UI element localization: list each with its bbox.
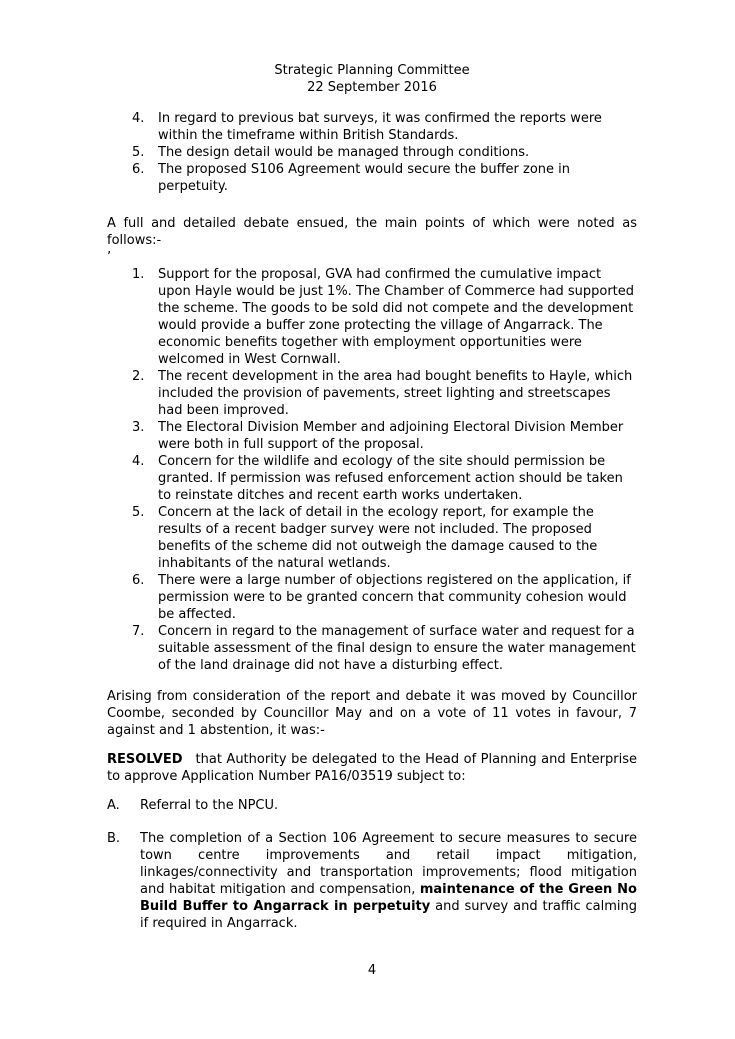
- debate-points-list: [132, 266, 637, 674]
- condition-text-pre: The completion of a Section 106 Agreement to secure measures to secure town centre improvements and retail impact mitigation, linkages/connectivity and transportation improvements; flood mitigation and habitat mitigation and compensation,: [140, 831, 637, 897]
- list-item-number: 6.: [132, 162, 145, 177]
- condition-text: [140, 830, 637, 932]
- list-item: [132, 623, 637, 674]
- resolved-keyword: RESOLVED: [107, 752, 183, 767]
- list-item-text: In regard to previous bat surveys, it was confirmed the reports were within the timeframe within British Standards.: [158, 111, 602, 143]
- list-item-text: Concern at the lack of detail in the ecology report, for example the results of a recent badger survey were not included. The proposed benefits of the scheme did not outweigh the damage caused to the inhabitants of the natural wetlands.: [158, 505, 598, 571]
- list-item-number: 5.: [132, 505, 145, 520]
- resolution-text: that Authority be delegated to the Head of Planning and Enterprise to approve Application Number PA16/03519 subject to:: [107, 752, 637, 784]
- list-item-number: 7.: [132, 624, 145, 639]
- confirmations-list: [132, 110, 637, 195]
- list-item-text: Concern in regard to the management of surface water and request for a suitable assessment of the final design to ensure the water management of the land drainage did not have a disturbing effect.: [158, 624, 636, 673]
- list-item-text: Support for the proposal, GVA had confirmed the cumulative impact upon Hayle would be just 1%. The Chamber of Commerce had supported the scheme. The goods to be sold did not compete and the development would provide a buffer zone protecting the village of Angarrack. The economic benefits together with employment opportunities were welcomed in West Cornwall.: [158, 267, 635, 367]
- list-item-text: The proposed S106 Agreement would secure the buffer zone in perpetuity.: [158, 162, 571, 194]
- list-item-number: 1.: [132, 267, 145, 282]
- list-item: [132, 266, 637, 368]
- list-item-number: 4.: [132, 111, 145, 126]
- document-header: [107, 62, 637, 96]
- condition-item-b: [107, 830, 637, 932]
- list-item: [132, 419, 637, 453]
- page-number: 4: [367, 963, 377, 978]
- list-item-text: The design detail would be managed through conditions.: [158, 145, 530, 160]
- meeting-date: 22 September 2016: [307, 80, 437, 95]
- list-item: [132, 144, 637, 161]
- list-item: [132, 368, 637, 419]
- condition-text: Referral to the NPCU.: [140, 798, 279, 813]
- list-item-text: The Electoral Division Member and adjoining Electoral Division Member were both in full support of the proposal.: [158, 420, 624, 452]
- motion-paragraph: Arising from consideration of the report and debate it was moved by Councillor Coombe, seconded by Councillor May and on a vote of 11 votes in favour, 7 against and 1 abstention, it was:-: [107, 689, 637, 738]
- list-item-number: 5.: [132, 145, 145, 160]
- list-item-number: 3.: [132, 420, 145, 435]
- condition-item-a: [107, 797, 637, 814]
- list-item-text: Concern for the wildlife and ecology of the site should permission be granted. If permission was refused enforcement action should be taken to reinstate ditches and recent earth works undertaken.: [158, 454, 623, 503]
- list-item-number: 4.: [132, 454, 145, 469]
- condition-label: B.: [107, 831, 121, 846]
- condition-text-post: and survey and traffic calming if required in Angarrack.: [140, 899, 637, 931]
- list-item: [132, 453, 637, 504]
- list-item-text: The recent development in the area had bought benefits to Hayle, which included the provision of pavements, street lighting and streetscapes had been improved.: [158, 369, 633, 418]
- list-item-number: 6.: [132, 573, 145, 588]
- condition-text-bold: maintenance of the Green No Build Buffer to Angarrack in perpetuity: [140, 882, 637, 914]
- list-item-number: 2.: [132, 369, 145, 384]
- list-item: [132, 161, 637, 195]
- list-item-text: There were a large number of objections registered on the application, if permission were to be granted concern that community cohesion would be affected.: [158, 573, 631, 622]
- list-item: [132, 572, 637, 623]
- list-item: [132, 504, 637, 572]
- condition-label: A.: [107, 798, 120, 813]
- committee-title: Strategic Planning Committee: [274, 63, 470, 78]
- list-item: [132, 110, 637, 144]
- debate-intro-paragraph: A full and detailed debate ensued, the main points of which were noted as follows:-: [107, 216, 637, 248]
- stray-apostrophe: ’: [107, 250, 112, 265]
- resolution-paragraph: [107, 751, 637, 785]
